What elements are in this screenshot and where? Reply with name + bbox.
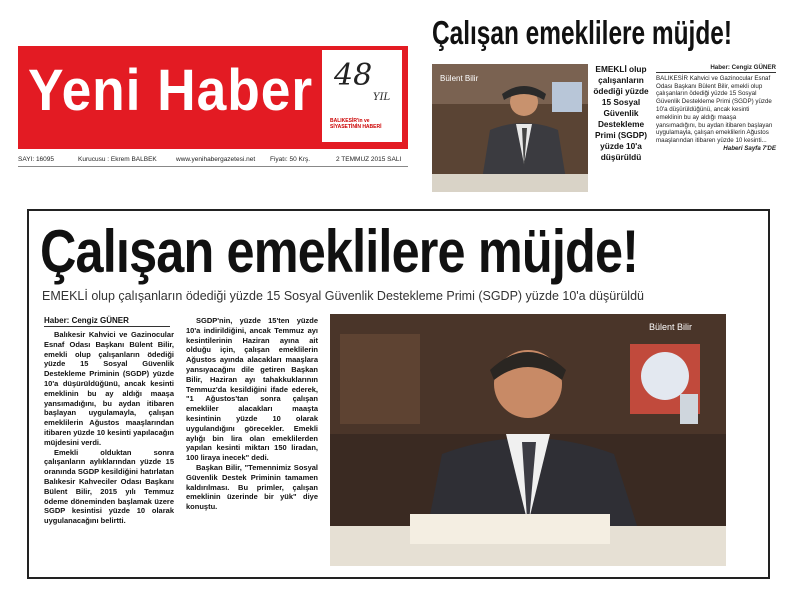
article-headline: Çalışan emeklilere müjde! xyxy=(40,218,639,285)
article-photo xyxy=(330,314,726,566)
price: Fiyatı: 50 Krş. xyxy=(270,156,311,163)
founder: Kurucusu : Ekrem BALBEK xyxy=(78,156,157,163)
teaser-continued: Haberi Sayfa 7'DE xyxy=(723,144,776,152)
anniversary-tagline: BALIKESİR'in ve SİYASETİNİN HABERİ xyxy=(330,118,382,130)
article-subheadline: EMEKLİ olup çalışanların ödediği yüzde 15 Sosyal Güvenlik Destekleme Primi (SGDP) yüzde 10'a düşürüldü xyxy=(42,289,644,303)
paragraph: Balıkesir Kahvici ve Gazinocular Esnaf Odası Başkanı Bülent Bilir, emekli olup çalışanların ödediği yüzde 15 Sosyal Güvenlik Destekleme Priminin (SGDP) yüzde 10'a düşürüldüğünü, ancak kesinti emeklinin bu ay aldığı maaşa yansımadığını, bu aydan itibaren başlayan uygulamayla, çalışan emeklilerin Ağustos maaşlarından itibaren yüzde 10 kesinti yapılacağın müjdesini verdi. xyxy=(44,330,174,447)
article-photo-credit: Bülent Bilir xyxy=(648,322,692,332)
masthead-divider xyxy=(18,166,408,167)
anniversary-unit: YIL xyxy=(373,92,391,103)
article-column-1 xyxy=(44,330,174,570)
teaser-body: BALIKESİR Kahvici ve Gazinocular Esnaf Odası Başkanı Bülent Bilir, emekli olup çalışanların ödediği yüzde 15 Sosyal Güvenlik Destekleme Primi (SGDP) yüzde 10'a düşürüldüğünü, ancak kesinti emeklinin bu ay aldığı maaşa yansımadığını, bu aydan itibaren başlayan uygulamayla, çalışan emeklilerin Ağustos maaşlarından itibaren yüzde 10 kesinti... xyxy=(656,74,773,145)
teaser-caption: EMEKLİ olup çalışanların ödediği yüzde 15 Sosyal Güvenlik Destekleme Primi (SGDP) yüzde 10'a düşürüldü xyxy=(593,64,649,162)
paragraph: SGDP'nin, yüzde 15'ten yüzde 10'a indirildiğini, ancak Temmuz ayı kesintilerinin Haziran ayına ait olduğu için, çalışan emeklilerin Ağustos ayında alacakları maaşlara yansıyacağını dile getiren Başkan Bilir, Haziran ayı tahakkuklarının Temmuz'da kesildiğini ifade ederek, "1 Ağustos'tan sonra çalışan emekliler alacakları maaşta kesintinin yüzde 10 olarak uygulandığını görecekler. Emekli aylığı bin lira olan emeklilerden yapılan kesinti miktarı 150 liradan, 100 liraya inecek" dedi. xyxy=(186,316,318,463)
teaser-text xyxy=(656,64,776,153)
article-column-2 xyxy=(186,316,318,572)
paragraph: Emekli olduktan sonra çalışanların aylıklarından yüzde 15 oranında SGDP kesildiğini hatırlatan Balıkesir Kahveciler Odası Başkanı Bülent Bilir, 2015 yılı Temmuz ödeme döneminden başlamak üzere SGDP kesintisi yüzde 10 olarak uygulanacağını belirtti. xyxy=(44,447,174,526)
date: 2 TEMMUZ 2015 SALI xyxy=(336,156,402,163)
article-byline: Haber: Cengiz GÜNER xyxy=(44,316,170,327)
teaser-photo xyxy=(432,64,588,192)
website: www.yenihabergazetesi.net xyxy=(176,156,256,163)
newspaper-logo: Yeni Haber xyxy=(28,58,314,123)
teaser-byline: Haber: Cengiz GÜNER xyxy=(656,64,776,73)
teaser-headline: Çalışan emeklilere müjde! xyxy=(432,14,732,51)
issue-number: SAYI: 16095 xyxy=(18,156,55,163)
anniversary-number: 48 xyxy=(334,58,373,93)
teaser-photo-credit: Bülent Bilir xyxy=(440,74,479,83)
paragraph: Başkan Bilir, "Temennimiz Sosyal Güvenlik Destek Priminin tamamen kaldırılması. Bu primler, çalışan emeklinin üzerinde bir yük" diye konuştu. xyxy=(186,462,318,512)
